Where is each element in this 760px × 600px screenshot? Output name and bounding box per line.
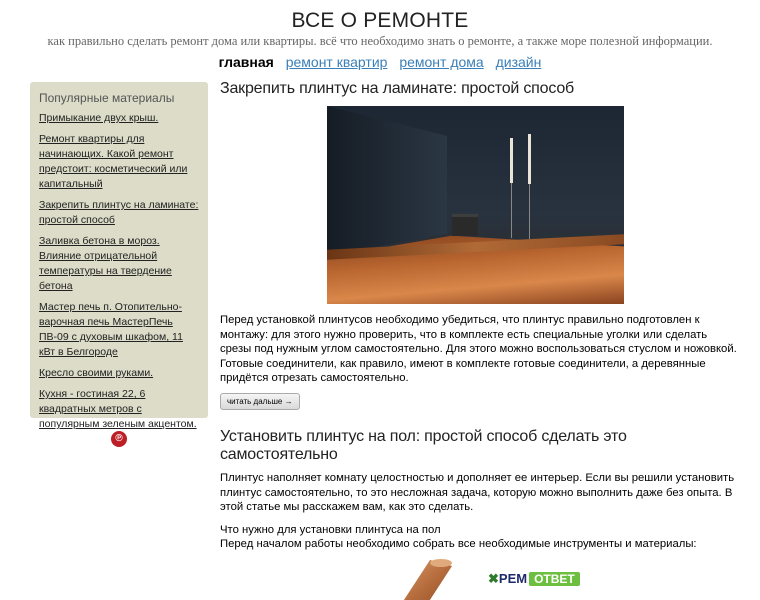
list-item: [39, 132, 200, 192]
list-item: [39, 111, 200, 126]
logo-prefix: РЕМ: [498, 571, 528, 586]
image-box: [452, 214, 478, 236]
remotvet-logo[interactable]: [488, 568, 596, 590]
nav-item-design[interactable]: дизайн: [495, 54, 542, 70]
sidebar-link[interactable]: Закрепить плинтус на ламинате: простой способ: [39, 199, 199, 226]
main-nav: [0, 54, 760, 70]
nav-item-house-repair[interactable]: ремонт дома: [399, 54, 484, 70]
sidebar-link[interactable]: Ремонт квартиры для начинающих. Какой ремонт предстоит: косметический или капитальный: [39, 133, 188, 190]
site-title: ВСЕ О РЕМОНТЕ: [291, 9, 469, 32]
image-candle: [528, 134, 531, 184]
article-subtext: Перед началом работы необходимо собрать все необходимые инструменты и материалы:: [220, 538, 697, 550]
sidebar-link[interactable]: Заливка бетона в мороз. Влияние отрицательной температуры на твердение бетона: [39, 235, 172, 292]
sidebar-list: [39, 111, 200, 432]
article-1: [220, 80, 740, 410]
article-text: Перед установкой плинтусов необходимо убедиться, что плинтус правильно подготовлен к монтажу: для этого нужно проверить, что в комплекте есть специальные уголки или сделать срезы под нужным углом самостоятельно. Для этого можно воспользоваться стуслом и ножовкой. Готовые соединители, как правило, имеют в комплекте готовые соединители, а деревянные придётся отрезать самостоятельно.: [220, 314, 737, 384]
tools-icon: ✖: [488, 571, 499, 586]
sidebar-popular: [30, 82, 208, 430]
article-subhead: Что нужно для установки плинтуса на пол: [220, 523, 441, 536]
list-item: [39, 387, 200, 432]
list-item: [39, 198, 200, 228]
article-text: Плинтус наполняет комнату целостностью и дополняет ее интерьер. Если вы решили установить плинтус самостоятельно, то это несложная задача, которую можно выполнить даже без опыта. В этой статье мы расскажем вам, как это сделать.: [220, 472, 735, 513]
read-more-button[interactable]: читать дальше →: [220, 393, 300, 410]
list-item: [39, 300, 200, 360]
pinterest-icon[interactable]: ℗: [111, 431, 127, 447]
article-title[interactable]: Закрепить плинтус на ламинате: простой способ: [220, 80, 574, 97]
sidebar-heading: Популярные материалы: [39, 91, 175, 105]
logo-suffix: ОТВЕТ: [529, 572, 580, 586]
article-title[interactable]: Установить плинтус на пол: простой способ сделать это самостоятельно: [220, 428, 627, 463]
image-candle: [510, 138, 513, 183]
image-candle-stand: [529, 184, 530, 239]
nav-item-apartment-repair[interactable]: ремонт квартир: [285, 54, 388, 70]
nav-item-home[interactable]: главная: [218, 54, 274, 70]
sidebar-link[interactable]: Кресло своими руками.: [39, 367, 154, 379]
sidebar-link[interactable]: Мастер печь п. Отопительно-варочная печь МастерПечь ПВ-09 с духовым шкафом, 11 кВт в Белгороде: [39, 301, 183, 358]
plinth-image: [390, 558, 460, 600]
image-wall: [327, 106, 447, 256]
list-item: [39, 366, 200, 381]
article-2: [220, 428, 740, 552]
list-item: [39, 234, 200, 294]
sidebar-link[interactable]: Кухня - гостиная 22, 6 квадратных метров с популярным зеленым акцентом.: [39, 388, 197, 430]
sidebar-link[interactable]: Примыкание двух крыш.: [39, 112, 159, 124]
image-candle-stand: [511, 183, 512, 238]
site-tagline: как правильно сделать ремонт дома или квартиры. всё что необходимо знать о ремонте, а также море полезной информации.: [47, 34, 713, 48]
article-image: [327, 106, 624, 304]
